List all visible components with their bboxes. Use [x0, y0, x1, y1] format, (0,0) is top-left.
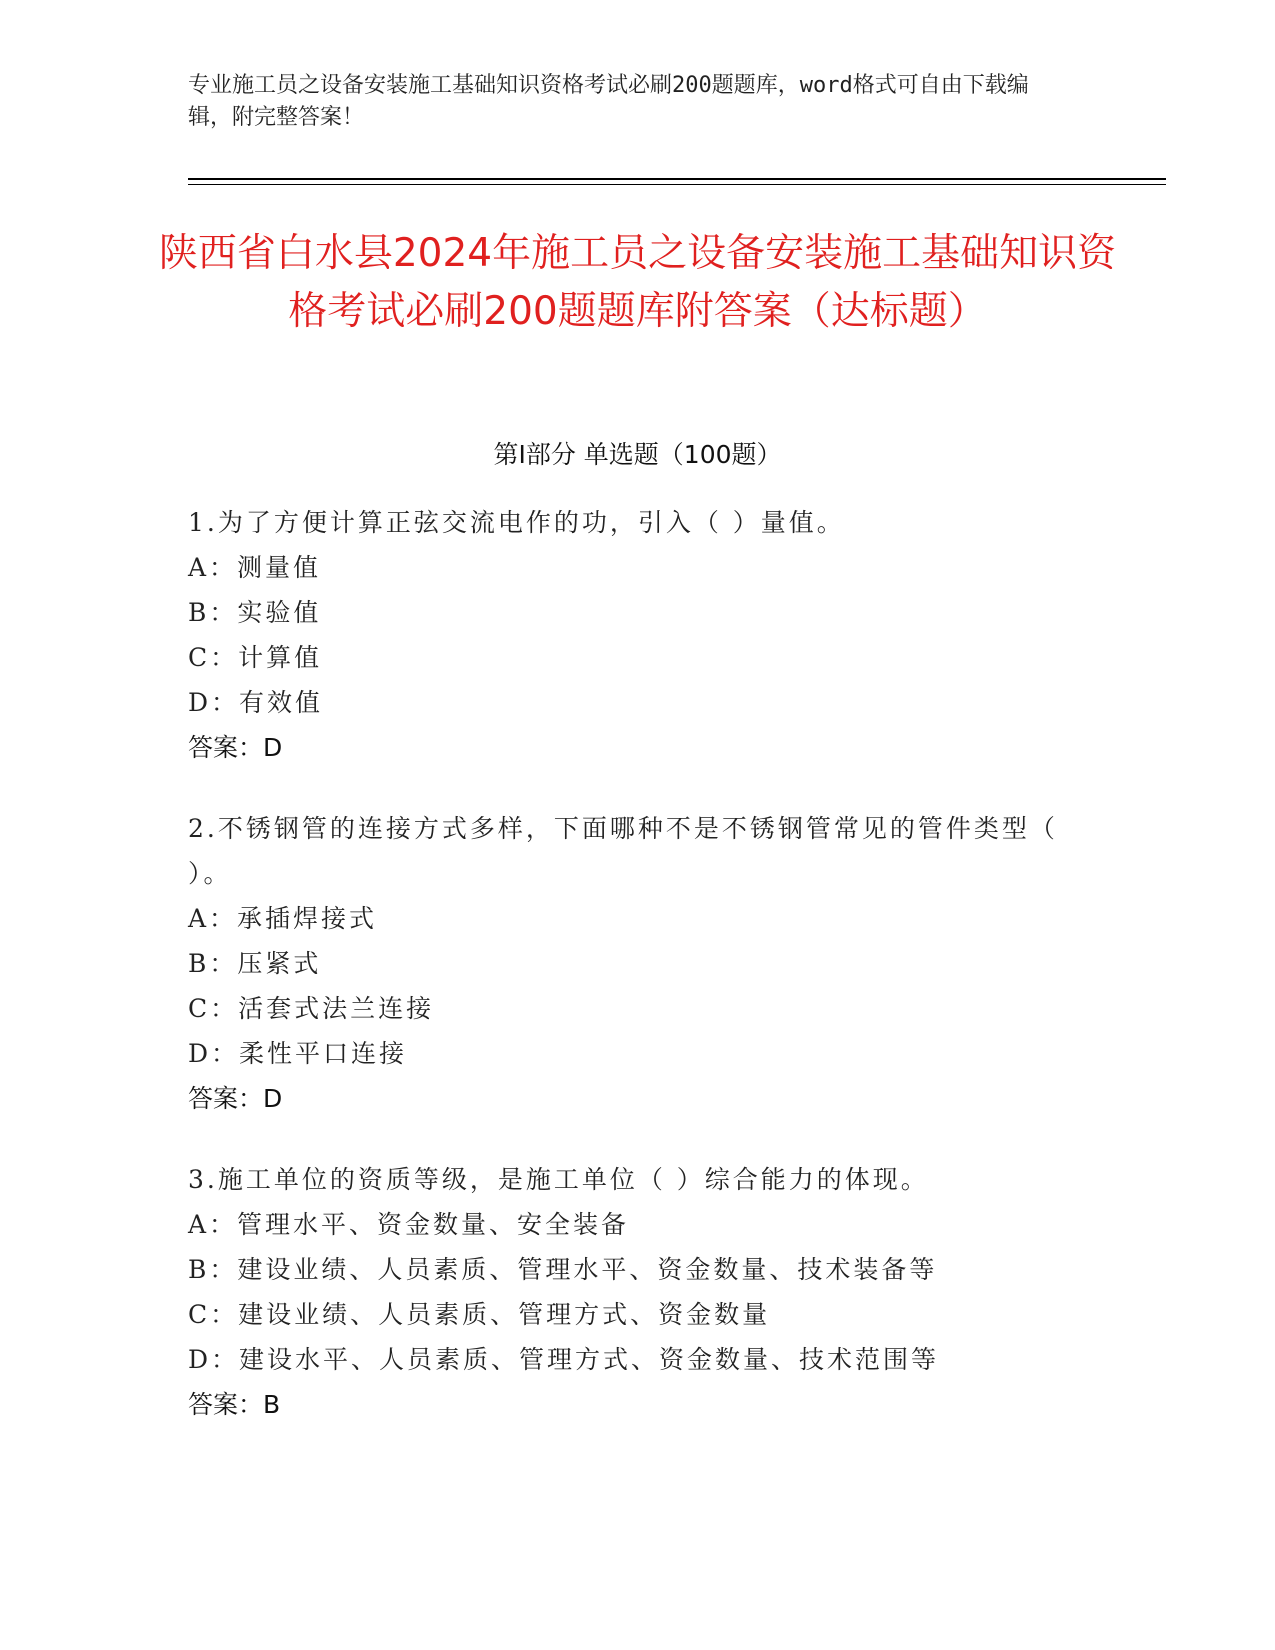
header-divider-thick — [188, 178, 1166, 180]
document-title: 陕西省白水县2024年施工员之设备安装施工基础知识资格考试必刷200题题库附答案（达标题） — [158, 231, 1117, 334]
question-stem: 1.为了方便计算正弦交流电作的功，引入（ ）量值。 — [188, 508, 845, 537]
answer-line: 答案：B — [188, 1390, 281, 1419]
question-3 — [188, 1157, 1088, 1427]
option-d: D：有效值 — [188, 688, 324, 717]
question-2 — [188, 806, 1088, 1121]
option-b: B：压紧式 — [188, 949, 322, 978]
question-1 — [188, 500, 1088, 770]
answer-line: 答案：D — [188, 733, 283, 762]
section-heading: 第Ⅰ部分 单选题（100题） — [493, 440, 782, 469]
option-c: C：计算值 — [188, 643, 323, 672]
option-a: A：管理水平、资金数量、安全装备 — [188, 1210, 630, 1239]
option-c: C：活套式法兰连接 — [188, 994, 435, 1023]
header-divider-thin — [188, 184, 1166, 185]
option-b: B：建设业绩、人员素质、管理水平、资金数量、技术装备等 — [188, 1255, 938, 1284]
answer-line: 答案：D — [188, 1084, 283, 1113]
header-note: 专业施工员之设备安装施工基础知识资格考试必刷200题题库，word格式可自由下载编辑，附完整答案！ — [188, 73, 1029, 130]
option-d: D：建设水平、人员素质、管理方式、资金数量、技术范围等 — [188, 1345, 940, 1374]
option-a: A：测量值 — [188, 553, 322, 582]
option-c: C：建设业绩、人员素质、管理方式、资金数量 — [188, 1300, 771, 1329]
option-b: B：实验值 — [188, 598, 322, 627]
question-stem: 3.施工单位的资质等级，是施工单位（ ）综合能力的体现。 — [188, 1165, 929, 1194]
option-a: A：承插焊接式 — [188, 904, 378, 933]
question-stem: 2.不锈钢管的连接方式多样，下面哪种不是不锈钢管常见的管件类型（ ）。 — [188, 814, 1058, 888]
option-d: D：柔性平口连接 — [188, 1039, 408, 1068]
